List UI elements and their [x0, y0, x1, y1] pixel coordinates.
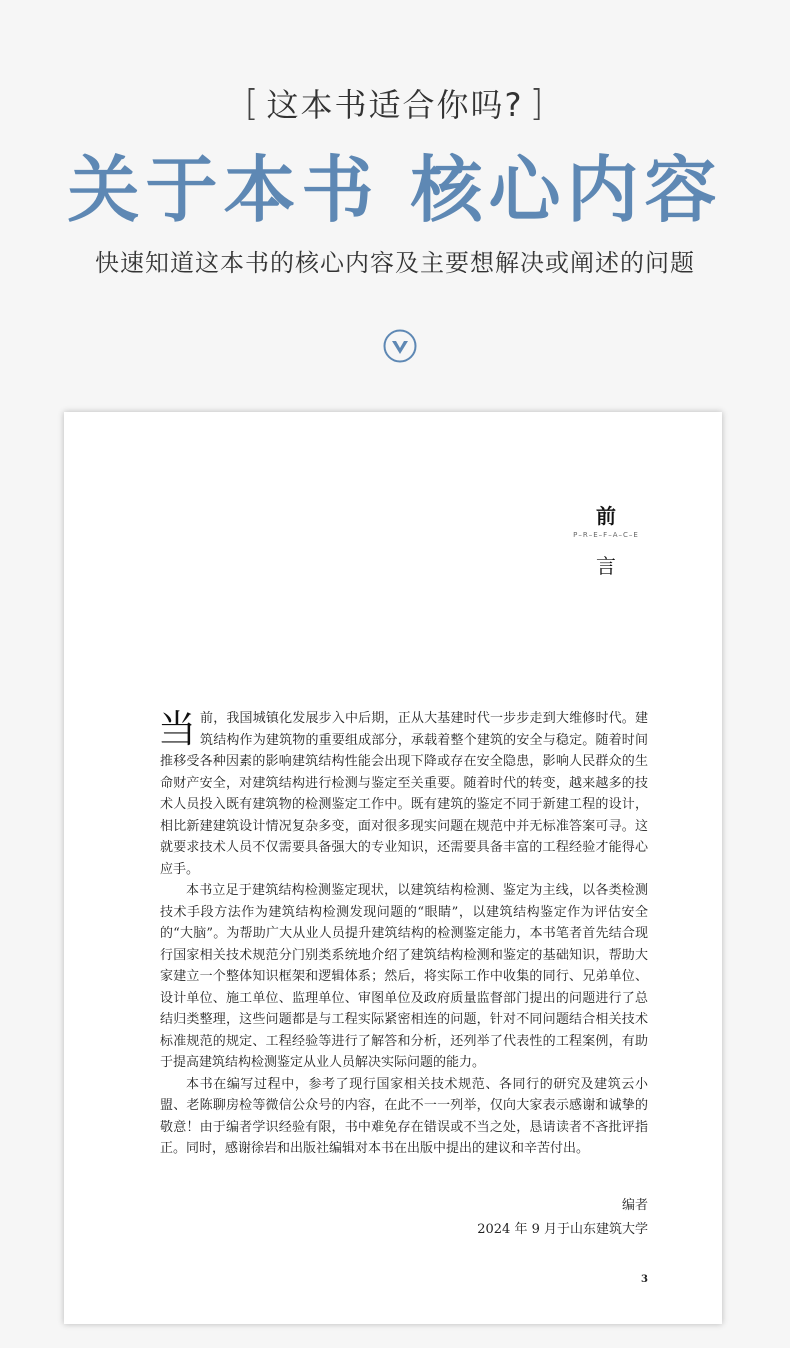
preface-body [160, 708, 648, 1160]
drop-cap: 当 [158, 707, 197, 751]
preface-title-bottom: 言 [596, 554, 616, 578]
preface-title-english: P–R–E–F–A–C–E [573, 531, 639, 539]
preface-paragraph-1 [160, 708, 648, 880]
preface-title-top: 前 [596, 504, 616, 528]
preface-paragraph-3: 本书在编写过程中，参考了现行国家相关技术规范、各同行的研究及建筑云小盟、老陈聊房检等微信公众号的内容，在此不一一列举，仅向大家表示感谢和诚挚的敬意！由于编者学识经验有限，书中难免存在错误或不当之处，恳请读者不吝批评指正。同时，感谢徐岩和出版社编辑对本书在出版中提出的建议和辛苦付出。 [160, 1076, 648, 1156]
page-subtitle: 快速知道这本书的核心内容及主要想解决或阐述的问题 [95, 249, 695, 277]
page-title: 关于本书 核心内容 [67, 147, 723, 232]
signature-author: 编者 [621, 1198, 648, 1213]
chevron-down-circle-icon [383, 329, 417, 363]
signature-date: 2024 年 9 月于山东建筑大学 [477, 1222, 648, 1237]
book-page [64, 412, 722, 1324]
kicker-close-bracket: ] [529, 82, 546, 124]
paragraph-text: 前，我国城镇化发展步入中后期，正从大基建时代一步步走到大维修时代。建筑结构作为建筑物的重要组成部分，承载着整个建筑的安全与稳定。随着时间推移受各种因素的影响建筑结构性能会出现下降或存在安全隐患，影响人民群众的生命财产安全，对建筑结构进行检测与鉴定至关重要。随着时代的转变，越来越多的技术人员投入既有建筑物的检测鉴定工作中。既有建筑的鉴定不同于新建工程的设计，相比新建建筑设计情况复杂多变，面对很多现实问题在规范中并无标准答案可寻。这就要求技术人员不仅需要具备强大的专业知识，还需要具备丰富的工程经验才能得心应手。 [160, 711, 648, 877]
kicker-text: 这本书适合你吗? [266, 86, 524, 124]
preface-paragraph-2: 本书立足于建筑结构检测鉴定现状，以建筑结构检测、鉴定为主线，以各类检测技术手段方法作为建筑结构检测发现问题的“眼睛”，以建筑结构鉴定作为评估安全的“大脑”。为帮助广大从业人员提升建筑结构的检测鉴定能力，本书笔者首先结合现行国家相关技术规范分门别类系统地介绍了建筑结构检测和鉴定的基础知识，帮助大家建立一个整体知识框架和逻辑体系；然后，将实际工作中收集的同行、兄弟单位、设计单位、施工单位、监理单位、审图单位及政府质量监督部门提出的问题进行了总结归类整理，这些问题都是与工程实际紧密相连的问题，针对不同问题结合相关技术标准规范的规定、工程经验等进行了解答和分析，还列举了代表性的工程案例，有助于提高建筑结构检测鉴定从业人员解决实际问题的能力。 [160, 883, 648, 1070]
kicker-open-bracket: [ [244, 82, 261, 124]
header-kicker [0, 78, 790, 128]
page-number: 3 [641, 1274, 648, 1285]
